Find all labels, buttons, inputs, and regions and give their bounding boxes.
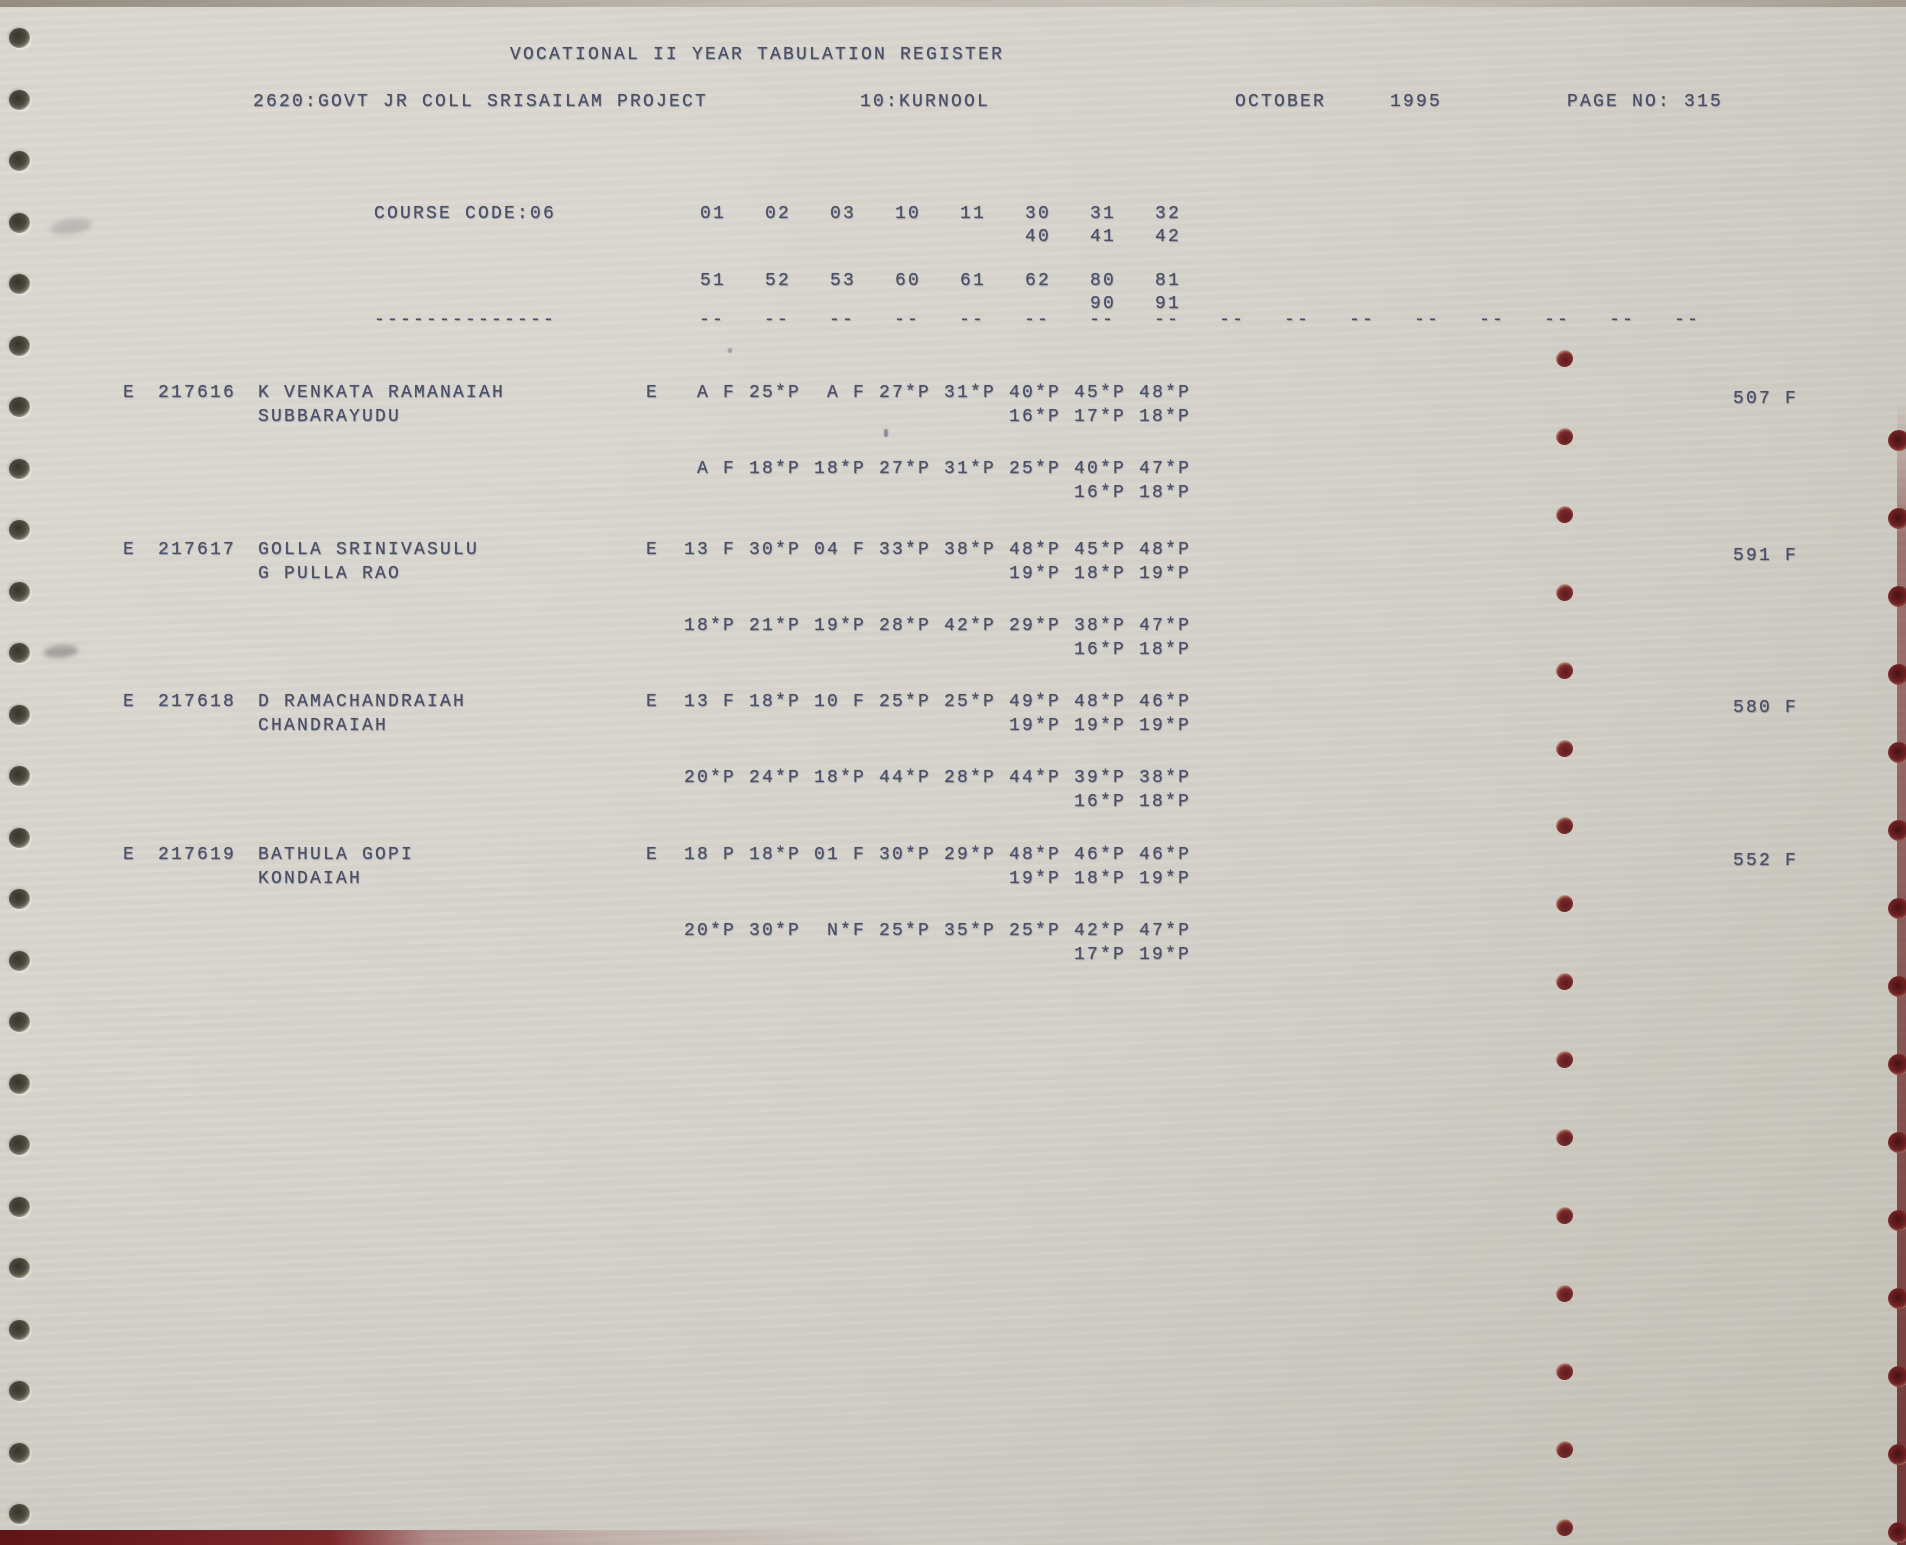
record-roll-number: 217616 bbox=[158, 383, 237, 403]
record-roll-number: 217619 bbox=[158, 845, 237, 865]
record-marks-row1b: 19*P 18*P 19*P bbox=[1009, 869, 1192, 889]
subject-codes-row-1: 01 02 03 10 11 30 31 32 bbox=[700, 204, 1182, 224]
ledger-cover-bottom-edge bbox=[0, 1530, 1906, 1545]
subject-codes-row-2: 51 52 53 60 61 62 80 81 bbox=[700, 271, 1182, 291]
sprocket-hole-left bbox=[9, 582, 30, 602]
binder-hole-edge bbox=[1888, 742, 1906, 763]
exam-month: OCTOBER bbox=[1235, 92, 1327, 112]
stray-ink-dot bbox=[884, 429, 888, 437]
sprocket-hole-left bbox=[9, 643, 30, 663]
stray-ink-dot bbox=[728, 348, 732, 353]
subject-codes-row-2b: 90 91 bbox=[1090, 294, 1182, 314]
sprocket-hole-left bbox=[9, 1258, 30, 1278]
sprocket-hole-right bbox=[1556, 662, 1573, 679]
college-code-name: 2620:GOVT JR COLL SRISAILAM PROJECT bbox=[253, 92, 709, 112]
sprocket-hole-right bbox=[1556, 1207, 1573, 1224]
record-total-marks: 507 F bbox=[1733, 389, 1799, 409]
sprocket-hole-left bbox=[9, 28, 30, 48]
record-marks-row1b: 16*P 17*P 18*P bbox=[1009, 407, 1192, 427]
record-student-name: D RAMACHANDRAIAH bbox=[258, 692, 467, 712]
record-medium-code: E bbox=[646, 845, 660, 865]
binder-hole-edge bbox=[1888, 430, 1906, 451]
record-guardian-name: CHANDRAIAH bbox=[258, 716, 389, 736]
record-group-code: E bbox=[123, 383, 137, 403]
sprocket-hole-left bbox=[9, 213, 30, 233]
record-medium-code: E bbox=[646, 540, 660, 560]
sprocket-hole-left bbox=[9, 397, 30, 417]
record-marks-row1: 13 F 18*P 10 F 25*P 25*P 49*P 48*P 46*P bbox=[684, 692, 1192, 712]
sprocket-hole-left bbox=[9, 1381, 30, 1401]
binder-hole-edge bbox=[1888, 1366, 1906, 1387]
sprocket-hole-right bbox=[1556, 506, 1573, 523]
binder-hole-edge bbox=[1888, 586, 1906, 607]
record-marks-row1: 13 F 30*P 04 F 33*P 38*P 48*P 45*P 48*P bbox=[684, 540, 1192, 560]
sprocket-hole-left bbox=[9, 90, 30, 110]
student-record bbox=[0, 540, 1906, 672]
record-medium-code: E bbox=[646, 692, 660, 712]
sprocket-hole-right bbox=[1556, 1441, 1573, 1458]
record-group-code: E bbox=[123, 845, 137, 865]
sprocket-hole-left bbox=[9, 766, 30, 786]
record-total-marks: 552 F bbox=[1733, 851, 1799, 871]
sprocket-hole-right bbox=[1556, 973, 1573, 990]
record-guardian-name: G PULLA RAO bbox=[258, 564, 402, 584]
record-marks-row2: A F 18*P 18*P 27*P 31*P 25*P 40*P 47*P bbox=[684, 459, 1192, 479]
record-marks-row2: 18*P 21*P 19*P 28*P 42*P 29*P 38*P 47*P bbox=[684, 616, 1192, 636]
binder-hole-edge bbox=[1888, 1054, 1906, 1075]
binder-hole-edge bbox=[1888, 820, 1906, 841]
sprocket-hole-left bbox=[9, 151, 30, 171]
record-marks-row1b: 19*P 19*P 19*P bbox=[1009, 716, 1192, 736]
sprocket-hole-left bbox=[9, 459, 30, 479]
sprocket-hole-left bbox=[9, 889, 30, 909]
register-title: VOCATIONAL II YEAR TABULATION REGISTER bbox=[510, 45, 1005, 65]
separator-dashes: -------------- -- -- -- -- -- -- -- -- -- -- -- -- -- -- -- -- bbox=[374, 310, 1701, 330]
sprocket-hole-right bbox=[1556, 1285, 1573, 1302]
sprocket-hole-left bbox=[9, 705, 30, 725]
sprocket-hole-right bbox=[1556, 350, 1573, 367]
record-roll-number: 217617 bbox=[158, 540, 237, 560]
record-group-code: E bbox=[123, 540, 137, 560]
sprocket-hole-right bbox=[1556, 817, 1573, 834]
record-marks-row2b: 16*P 18*P bbox=[1074, 640, 1192, 660]
sprocket-hole-right bbox=[1556, 428, 1573, 445]
smudge-mark bbox=[49, 216, 93, 237]
record-marks-row1b: 19*P 18*P 19*P bbox=[1009, 564, 1192, 584]
binder-hole-edge bbox=[1888, 898, 1906, 919]
record-guardian-name: KONDAIAH bbox=[258, 869, 363, 889]
sprocket-hole-left bbox=[9, 1074, 30, 1094]
sprocket-hole-right bbox=[1556, 1129, 1573, 1146]
record-total-marks: 591 F bbox=[1733, 546, 1799, 566]
sprocket-hole-left bbox=[9, 951, 30, 971]
binder-hole-edge bbox=[1888, 976, 1906, 997]
binder-hole-edge bbox=[1888, 664, 1906, 685]
sprocket-hole-right bbox=[1556, 1363, 1573, 1380]
record-marks-row2b: 16*P 18*P bbox=[1074, 792, 1192, 812]
paper-top-edge bbox=[0, 0, 1906, 7]
binder-hole-edge bbox=[1888, 1288, 1906, 1309]
sprocket-hole-left bbox=[9, 1504, 30, 1524]
binder-hole-edge bbox=[1888, 1444, 1906, 1465]
record-student-name: K VENKATA RAMANAIAH bbox=[258, 383, 506, 403]
binder-hole-edge bbox=[1888, 1132, 1906, 1153]
sprocket-hole-left bbox=[9, 1012, 30, 1032]
course-code-label: COURSE CODE:06 bbox=[374, 204, 557, 224]
student-record bbox=[0, 383, 1906, 515]
student-record bbox=[0, 845, 1906, 977]
sprocket-hole-right bbox=[1556, 1051, 1573, 1068]
sprocket-hole-right bbox=[1556, 584, 1573, 601]
sprocket-hole-left bbox=[9, 274, 30, 294]
district-code-name: 10:KURNOOL bbox=[860, 92, 991, 112]
record-guardian-name: SUBBARAYUDU bbox=[258, 407, 402, 427]
record-group-code: E bbox=[123, 692, 137, 712]
sprocket-hole-left bbox=[9, 828, 30, 848]
record-medium-code: E bbox=[646, 383, 660, 403]
record-student-name: BATHULA GOPI bbox=[258, 845, 415, 865]
record-marks-row1: A F 25*P A F 27*P 31*P 40*P 45*P 48*P bbox=[684, 383, 1192, 403]
record-marks-row2b: 17*P 19*P bbox=[1074, 945, 1192, 965]
sprocket-hole-left bbox=[9, 1320, 30, 1340]
record-marks-row2b: 16*P 18*P bbox=[1074, 483, 1192, 503]
binder-hole-edge bbox=[1888, 1210, 1906, 1231]
page-number: PAGE NO: 315 bbox=[1567, 92, 1724, 112]
record-marks-row2: 20*P 30*P N*F 25*P 35*P 25*P 42*P 47*P bbox=[684, 921, 1192, 941]
record-total-marks: 580 F bbox=[1733, 698, 1799, 718]
student-record bbox=[0, 692, 1906, 824]
record-roll-number: 217618 bbox=[158, 692, 237, 712]
sprocket-hole-left bbox=[9, 1197, 30, 1217]
sprocket-hole-left bbox=[9, 520, 30, 540]
sprocket-hole-right bbox=[1556, 740, 1573, 757]
subject-codes-row-1b: 40 41 42 bbox=[1025, 227, 1182, 247]
binder-hole-edge bbox=[1888, 1522, 1906, 1543]
record-student-name: GOLLA SRINIVASULU bbox=[258, 540, 480, 560]
sprocket-hole-left bbox=[9, 336, 30, 356]
exam-year: 1995 bbox=[1390, 92, 1443, 112]
record-marks-row2: 20*P 24*P 18*P 44*P 28*P 44*P 39*P 38*P bbox=[684, 768, 1192, 788]
sprocket-hole-left bbox=[9, 1443, 30, 1463]
binder-hole-edge bbox=[1888, 508, 1906, 529]
sprocket-hole-right bbox=[1556, 1519, 1573, 1536]
record-marks-row1: 18 P 18*P 01 F 30*P 29*P 48*P 46*P 46*P bbox=[684, 845, 1192, 865]
sprocket-hole-left bbox=[9, 1135, 30, 1155]
